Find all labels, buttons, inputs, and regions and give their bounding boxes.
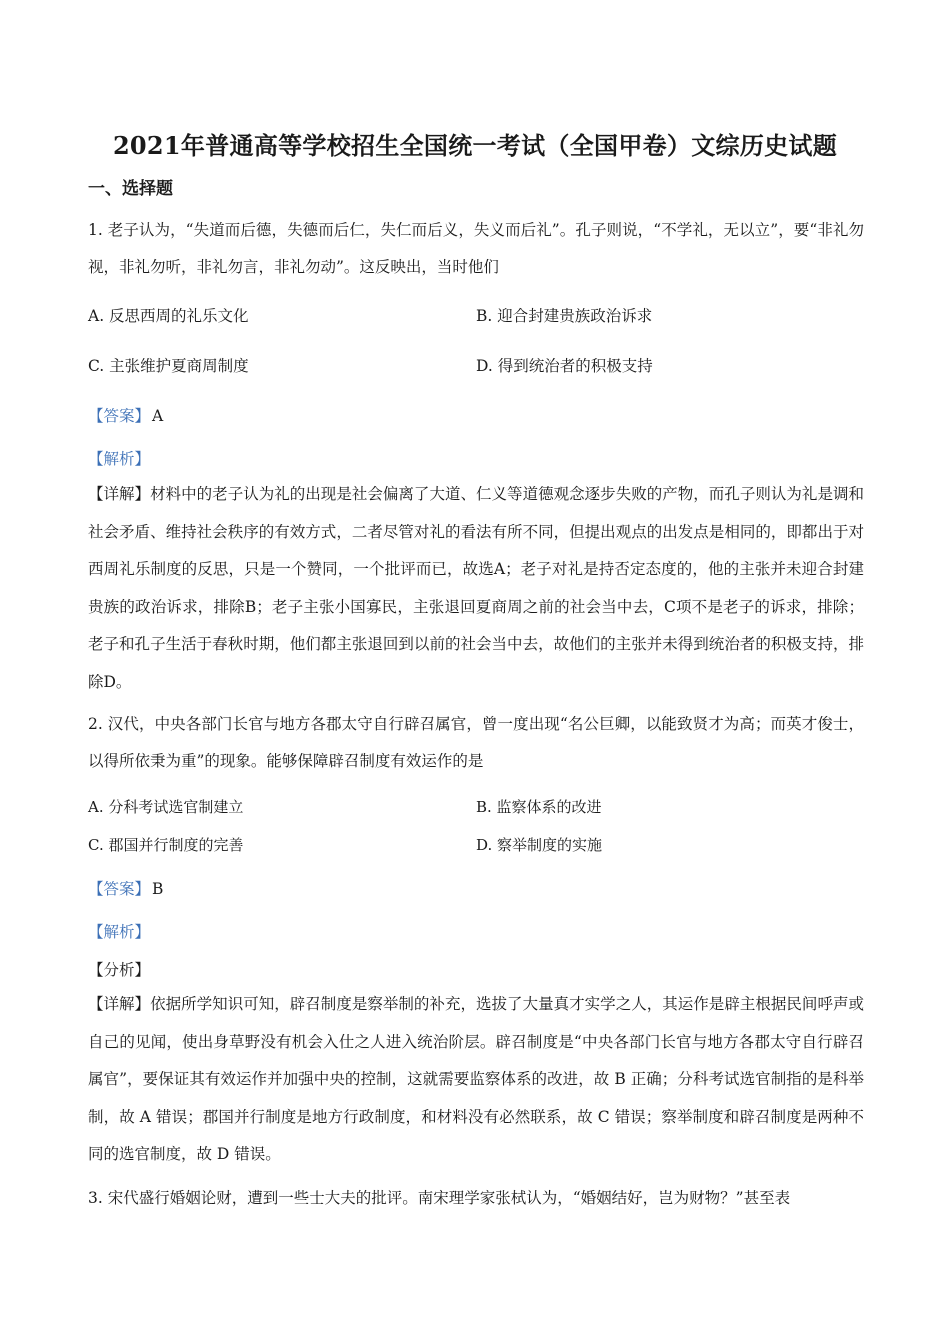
q1-option-b: B. 迎合封建贵族政治诉求 [476, 307, 653, 325]
q1-answer-tag: 【答案】 [88, 407, 151, 425]
q2-answer [88, 877, 163, 899]
section-heading: 一、选择题 [88, 179, 173, 199]
q2-option-a: A. 分科考试选官制建立 [88, 798, 244, 816]
q2-analysis-tag: 【解析】 [88, 923, 151, 941]
q1-detail-text: 材料中的老子认为礼的出现是社会偏离了大道、仁义等道德观念逐步失败的产物，而孔子则认为礼是调和社会矛盾、维持社会秩序的有效方式，二者尽管对礼的看法有所不同，但提出观点的出发点是相同的，即都出于对西周礼乐制度的反思，只是一个赞同，一个批评而已，故选A；老子对礼是持否定态度的，他的主张并未迎合封建贵族的政治诉求，排除B；老子主张小国寡民，主张退回夏商周之前的社会当中去，C项不是老子的诉求，排除；老子和孔子生活于春秋时期，他们都主张退回到以前的社会当中去，故他们的主张并未得到统治者的积极支持，排除D。 [88, 485, 864, 691]
q1-answer-value: A [152, 407, 164, 425]
q2-option-d: D. 察举制度的实施 [476, 836, 603, 854]
q2-option-c: C. 郡国并行制度的完善 [88, 836, 244, 854]
q1-detail [88, 476, 864, 701]
q2-option-b: B. 监察体系的改进 [476, 798, 602, 816]
q2-detail [88, 986, 864, 1174]
q2-stem: 2. 汉代，中央各部门长官与地方各郡太守自行辟召属官，曾一度出现“名公巨卿，以能致贤才为高；而英才俊士，以得所依秉为重”的现象。能够保障辟召制度有效运作的是 [88, 715, 864, 770]
page-title: 2021年普通高等学校招生全国统一考试（全国甲卷）文综历史试题 [112, 131, 838, 160]
q2-answer-value: B [152, 880, 164, 898]
q1-stem: 1. 老子认为，“失道而后德，失德而后仁，失仁而后义，失义而后礼”。孔子则说，“不学礼，无以立”，要“非礼勿视，非礼勿听，非礼勿言，非礼勿动”。这反映出，当时他们 [88, 221, 864, 276]
q1-option-c: C. 主张维护夏商周制度 [88, 357, 249, 375]
q1-option-a: A. 反思西周的礼乐文化 [88, 307, 249, 325]
q2-answer-tag: 【答案】 [88, 880, 151, 898]
q1-option-d: D. 得到统治者的积极支持 [476, 357, 653, 375]
q3-stem: 3. 宋代盛行婚姻论财，遭到一些士大夫的批评。南宋理学家张栻认为，“婚姻结好，岂为财物？”甚至表 [88, 1189, 791, 1207]
q2-detail-tag: 【详解】 [88, 995, 151, 1013]
q1-answer [88, 404, 163, 426]
q1-detail-tag: 【详解】 [88, 485, 151, 503]
q2-fenxi-tag: 【分析】 [88, 961, 151, 979]
q1-analysis-tag: 【解析】 [88, 450, 151, 468]
q2-detail-text: 依据所学知识可知，辟召制度是察举制的补充，选拔了大量真才实学之人，其运作是辟主根据民间呼声或自己的见闻，使出身草野没有机会入仕之人进入统治阶层。辟召制度是“中央各部门长官与地方各郡太守自行辟召属官”，要保证其有效运作并加强中央的控制，这就需要监察体系的改进，故 B 正确；分科考试选官制指的是科举制，故 A 错误；郡国并行制度是地方行政制度，和材料没有必然联系，故 C 错误；察举制度和辟召制度是两种不同的选官制度，故 D 错误。 [88, 995, 864, 1163]
